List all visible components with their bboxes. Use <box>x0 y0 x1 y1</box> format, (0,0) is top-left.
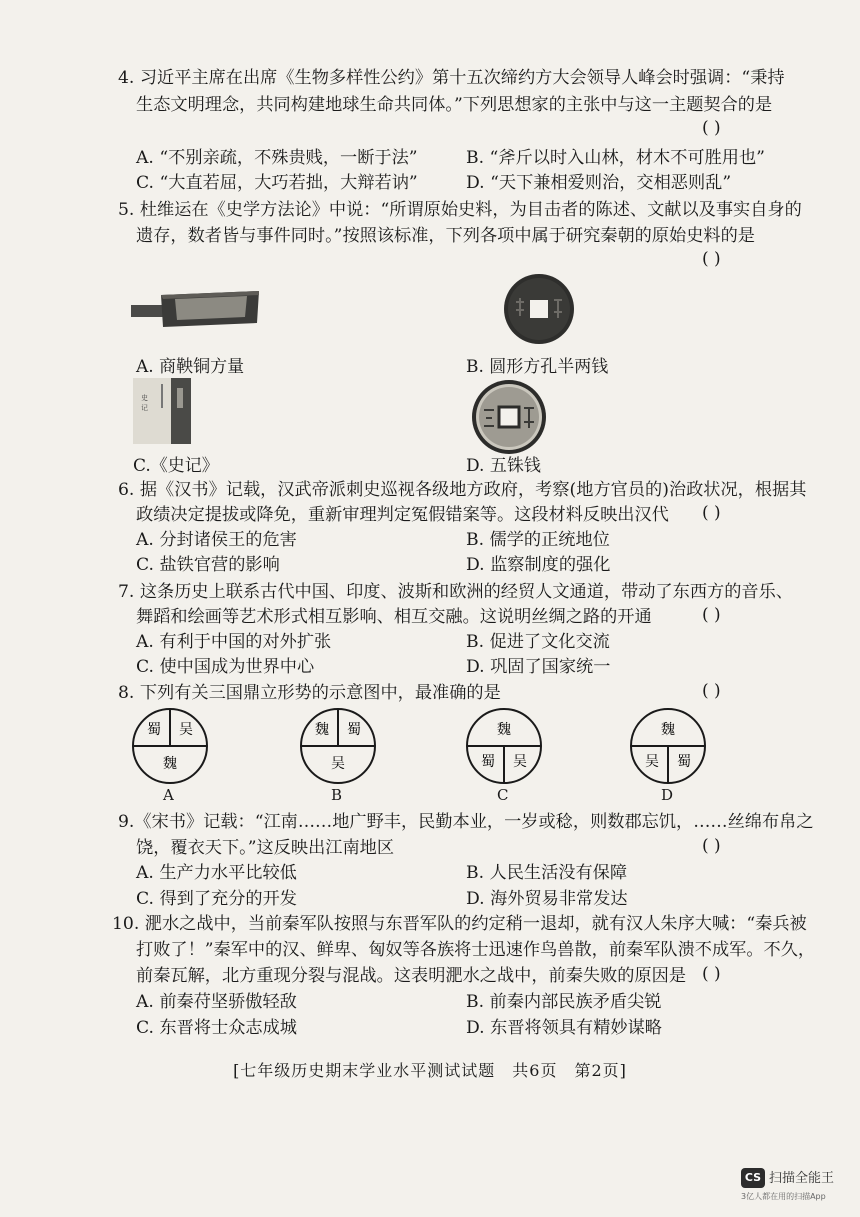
q4-answer-paren: ( ) <box>702 118 721 138</box>
diagram-b-top-right: 蜀 <box>347 722 361 738</box>
three-kingdoms-diagram-d <box>628 706 708 786</box>
q9-option-a: A. 生产力水平比较低 <box>136 863 297 883</box>
q5-stem-line2: 遗存，数者皆与事件同时。”按照该标准，下列各项中属于研究秦朝的原始史料的是 <box>136 226 755 246</box>
q6-stem-line1: 6. 据《汉书》记载，汉武帝派刺史巡视各级地方政府，考察(地方官员的)治政状况，根据其 <box>118 480 807 500</box>
diagram-b-top-left: 魏 <box>315 722 329 738</box>
q5-answer-paren: ( ) <box>702 249 721 269</box>
svg-text:史: 史 <box>141 394 148 402</box>
q4-option-a: A. “不别亲疏，不殊贵贱，一断于法” <box>136 148 418 168</box>
wuzhu-coin-image <box>470 378 548 456</box>
diagram-b-label: B <box>331 786 343 804</box>
three-kingdoms-diagram-c <box>464 706 544 786</box>
q10-option-d: D. 东晋将领具有精妙谋略 <box>466 1018 662 1038</box>
q6-option-c: C. 盐铁官营的影响 <box>136 555 280 575</box>
q6-stem-line2: 政绩决定提拔或降免，重新审理判定冤假错案等。这段材料反映出汉代 <box>136 505 669 525</box>
q6-option-a: A. 分封诸侯王的危害 <box>136 530 297 550</box>
diagram-d-bottom-right: 蜀 <box>677 754 691 770</box>
q10-stem-line3: 前秦瓦解，北方重现分裂与混战。这表明淝水之战中，前秦失败的原因是 <box>136 966 687 986</box>
shiji-book-image <box>133 378 191 444</box>
diagram-c-label: C <box>497 786 509 804</box>
q7-option-a: A. 有利于中国的对外扩张 <box>136 632 332 652</box>
camscanner-name: 扫描全能王 <box>769 1171 835 1186</box>
q6-answer-paren: ( ) <box>702 503 721 523</box>
q8-answer-paren: ( ) <box>702 681 721 701</box>
diagram-c-bottom-left: 蜀 <box>481 754 495 770</box>
q9-stem-line1: 9.《宋书》记载：“江南……地广野丰，民勤本业，一岁或稔，则数郡忘饥，……丝绵布帛之 <box>118 812 814 832</box>
q7-stem-line2: 舞蹈和绘画等艺术形式相互影响、相互交融。这说明丝绸之路的开通 <box>136 607 652 627</box>
q9-answer-paren: ( ) <box>702 836 721 856</box>
q4-option-b: B. “斧斤以时入山林，材木不可胜用也” <box>466 148 765 168</box>
three-kingdoms-diagram-a <box>130 706 210 786</box>
q5-stem-line1: 5. 杜维运在《史学方法论》中说：“所谓原始史料，为目击者的陈述、文献以及事实自身的 <box>118 200 802 220</box>
q9-option-c: C. 得到了充分的开发 <box>136 889 297 909</box>
three-kingdoms-diagram-b <box>298 706 378 786</box>
diagram-b-bottom: 吴 <box>331 756 345 772</box>
q9-option-b: B. 人民生活没有保障 <box>466 863 628 883</box>
q4-option-d: D. “天下兼相爱则治，交相恶则乱” <box>466 173 732 193</box>
q6-option-b: B. 儒学的正统地位 <box>466 530 610 550</box>
camscanner-logo-icon: CS <box>741 1168 765 1188</box>
diagram-a-bottom: 魏 <box>163 756 177 772</box>
q10-stem-line2: 打败了！”秦军中的汉、鲜卑、匈奴等各族将士迅速作鸟兽散，前秦军队溃不成军。不久， <box>136 940 816 960</box>
q4-stem-line1: 4. 习近平主席在出席《生物多样性公约》第十五次缔约方大会领导人峰会时强调：“秉持 <box>118 68 785 88</box>
q10-stem-line1: 10. 淝水之战中，当前秦军队按照与东晋军队的约定稍一退却，就有汉人朱序大喊：“秦兵被 <box>112 914 807 934</box>
q10-option-c: C. 东晋将士众志成城 <box>136 1018 297 1038</box>
page-footer: [七年级历史期末学业水平测试试题 共6页 第2页] <box>233 1061 627 1080</box>
q7-option-b: B. 促进了文化交流 <box>466 632 610 652</box>
diagram-a-top-left: 蜀 <box>147 722 161 738</box>
q5-option-d: D. 五铢钱 <box>466 456 541 476</box>
svg-text:记: 记 <box>141 404 148 412</box>
q6-option-d: D. 监察制度的强化 <box>466 555 611 575</box>
diagram-a-label: A <box>163 786 174 804</box>
diagram-a-top-right: 吴 <box>179 722 193 738</box>
q7-option-c: C. 使中国成为世界中心 <box>136 657 315 677</box>
q7-stem-line1: 7. 这条历史上联系古代中国、印度、波斯和欧洲的经贸人文通道，带动了东西方的音乐、 <box>118 582 793 602</box>
q4-option-c: C. “大直若屈，大巧若拙，大辩若讷” <box>136 173 418 193</box>
diagram-d-label: D <box>661 786 674 804</box>
q8-stem: 8. 下列有关三国鼎立形势的示意图中，最准确的是 <box>118 683 501 703</box>
q10-option-b: B. 前秦内部民族矛盾尖锐 <box>466 992 662 1012</box>
q10-answer-paren: ( ) <box>702 964 721 984</box>
q7-answer-paren: ( ) <box>702 605 721 625</box>
bronze-measure-image <box>131 283 261 329</box>
q9-option-d: D. 海外贸易非常发达 <box>466 889 628 909</box>
camscanner-tagline: 3亿人都在用的扫描App <box>741 1192 826 1201</box>
diagram-d-bottom-left: 吴 <box>645 754 659 770</box>
q9-stem-line2: 饶，覆衣天下。”这反映出江南地区 <box>136 838 395 858</box>
diagram-c-bottom-right: 吴 <box>513 754 527 770</box>
q7-option-d: D. 巩固了国家统一 <box>466 657 611 677</box>
diagram-d-top: 魏 <box>661 722 675 738</box>
q5-option-a: A. 商鞅铜方量 <box>136 357 245 377</box>
q5-option-c: C.《史记》 <box>133 456 219 476</box>
banliang-coin-image <box>502 272 576 346</box>
q10-option-a: A. 前秦苻坚骄傲轻敌 <box>136 992 297 1012</box>
q5-option-b: B. 圆形方孔半两钱 <box>466 357 609 377</box>
q4-stem-line2: 生态文明理念，共同构建地球生命共同体。”下列思想家的主张中与这一主题契合的是 <box>136 95 773 115</box>
diagram-c-top: 魏 <box>497 722 511 738</box>
